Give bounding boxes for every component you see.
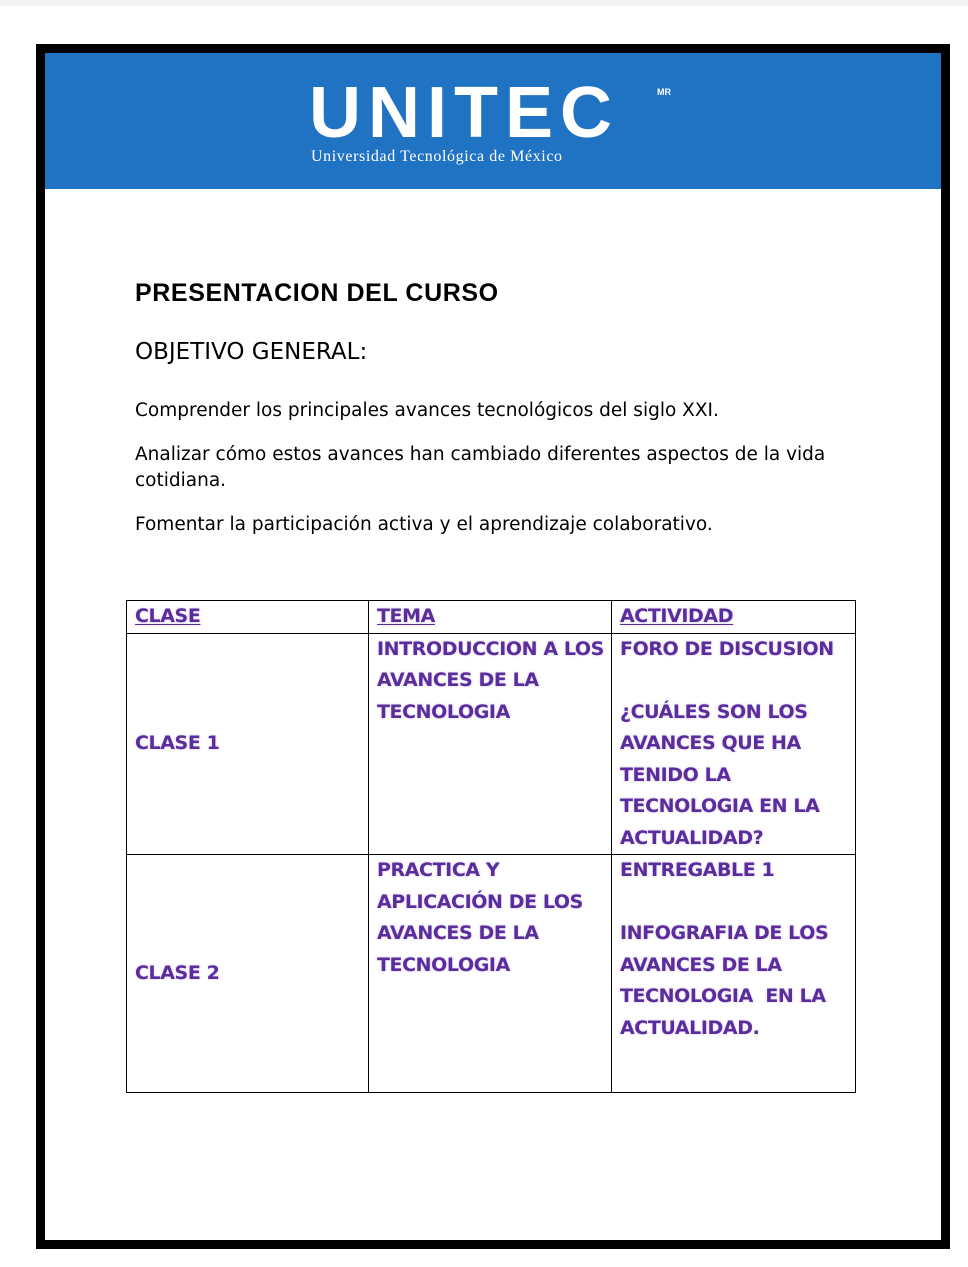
cell-actividad: ENTREGABLE 1 INFOGRAFIA DE LOS AVANCES DE LA TECNOLOGIA EN LA ACTUALIDAD. xyxy=(612,855,856,1093)
table-row xyxy=(127,855,856,1093)
page-title: PRESENTACION DEL CURSO xyxy=(135,279,499,307)
table-row xyxy=(127,633,856,855)
top-strip xyxy=(0,0,968,6)
objective-item: Comprender los principales avances tecnológicos del siglo XXI. xyxy=(135,400,719,421)
document-frame xyxy=(36,44,950,1249)
cell-clase: CLASE 2 xyxy=(127,855,369,1093)
logo-text: UNITEC xyxy=(309,73,619,153)
cell-clase: CLASE 1 xyxy=(127,633,369,855)
header-cell-clase: CLASE xyxy=(127,601,369,634)
objective-item: Analizar cómo estos avances han cambiado diferentes aspectos de la vida cotidiana. xyxy=(135,444,826,491)
course-table xyxy=(126,600,856,1093)
header-banner xyxy=(45,53,941,189)
cell-tema: INTRODUCCION A LOS AVANCES DE LA TECNOLOGIA xyxy=(369,633,612,855)
logo-trademark: MR xyxy=(657,87,671,97)
objective-heading: OBJETIVO GENERAL: xyxy=(135,339,368,365)
header-cell-tema: TEMA xyxy=(369,601,612,634)
unitec-logo xyxy=(309,73,619,153)
cell-tema: PRACTICA Y APLICACIÓN DE LOS AVANCES DE LA TECNOLOGIA xyxy=(369,855,612,1093)
logo-subtitle: Universidad Tecnológica de México xyxy=(311,148,563,165)
table-header-row xyxy=(127,601,856,634)
objective-item: Fomentar la participación activa y el aprendizaje colaborativo. xyxy=(135,514,713,535)
cell-actividad: FORO DE DISCUSION ¿CUÁLES SON LOS AVANCES QUE HA TENIDO LA TECNOLOGIA EN LA ACTUALIDAD? xyxy=(612,633,856,855)
header-cell-actividad: ACTIVIDAD xyxy=(612,601,856,634)
